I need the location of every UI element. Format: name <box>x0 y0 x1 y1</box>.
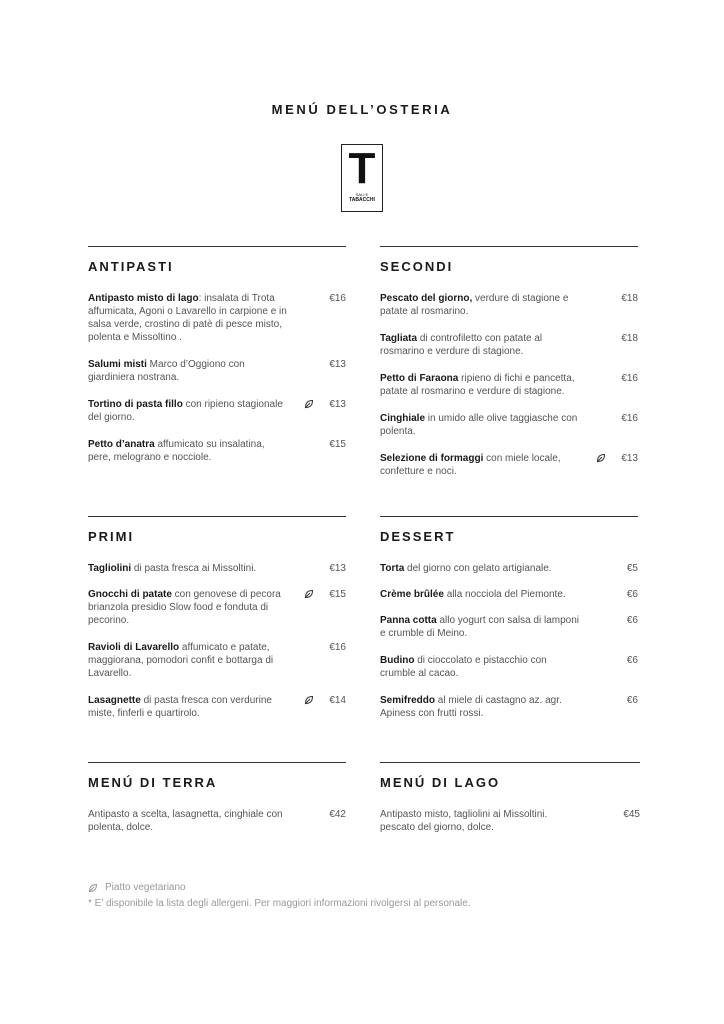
item-price: €16 <box>329 293 346 304</box>
dish-name: Tagliata <box>380 333 418 344</box>
section-title: MENÚ DI TERRA <box>88 775 218 790</box>
section-title: MENÚ DI LAGO <box>380 775 501 790</box>
allergens-note: * E’ disponibile la lista degli allergeni. Per maggiori informazioni rivolgersi al personale. <box>88 898 471 909</box>
section-title: PRIMI <box>88 529 135 544</box>
menu-item <box>88 694 346 747</box>
dish-description: con genovese di pecora brianzola presidio Slow food e fonduta di pecorino. <box>88 589 281 626</box>
menu-item <box>88 588 346 641</box>
dish-description: del giorno con gelato artigianale. <box>404 563 552 574</box>
menu-item <box>380 562 638 588</box>
dish-description: con ripieno stagionale del giorno. <box>88 399 283 423</box>
item-price: €45 <box>623 809 640 820</box>
item-text <box>380 412 580 438</box>
dish-name: Cinghiale <box>380 413 426 424</box>
section-divider <box>88 762 346 763</box>
dish-description: verdure di stagione e patate al rosmarino. <box>380 293 569 317</box>
dish-description: : insalata di Trota affumicata, Agoni o Lavarello in carpione e in salsa verde, crostino di patè di pesce misto, polenta e Missoltino . <box>88 293 287 343</box>
dish-name: Tagliolini <box>88 563 132 574</box>
dish-name: Torta <box>380 563 405 574</box>
item-price: €16 <box>621 413 638 424</box>
menu-item <box>380 694 638 734</box>
section-title: SECONDI <box>380 259 454 274</box>
item-text <box>380 562 580 575</box>
dish-description: di controfiletto con patate al rosmarino e verdure di stagione. <box>380 333 543 357</box>
dish-description: affumicato e patate, maggiorana, pomodori confit e bottarga di Lavarello. <box>88 642 274 679</box>
menu-item <box>88 562 346 588</box>
vegetarian-marker <box>596 453 606 463</box>
dish-name: Ravioli di Lavarello <box>88 642 180 653</box>
item-price: €13 <box>329 359 346 370</box>
item-price: €6 <box>626 615 638 626</box>
menu-item <box>88 398 346 438</box>
dish-name: Petto di Faraona <box>380 373 459 384</box>
menu-item <box>380 654 638 694</box>
page-title: MENÚ DELL’OSTERIA <box>271 102 453 117</box>
logo-letter: T <box>348 144 376 193</box>
leaf-icon <box>596 453 606 463</box>
item-text <box>380 588 580 601</box>
dish-name: Lasagnette <box>88 695 141 706</box>
menu-item <box>380 332 638 372</box>
leaf-icon <box>304 399 314 409</box>
vegetarian-marker <box>304 589 314 599</box>
veg-legend <box>88 880 471 896</box>
item-text <box>380 332 580 358</box>
item-text <box>88 694 288 720</box>
dish-name: Tortino di pasta fillo <box>88 399 183 410</box>
item-price: €15 <box>329 439 346 450</box>
leaf-icon <box>304 695 314 705</box>
item-text <box>380 694 580 720</box>
dish-name: Budino <box>380 655 415 666</box>
menu-item <box>380 452 638 492</box>
item-price: €5 <box>626 563 638 574</box>
dish-name: Petto d’anatra <box>88 439 155 450</box>
item-text <box>380 654 580 680</box>
leaf-icon <box>304 589 314 599</box>
item-text <box>380 808 580 834</box>
item-price: €15 <box>329 589 346 600</box>
menu-section <box>380 762 640 834</box>
logo-line1: SALI E <box>355 192 369 197</box>
section-title: DESSERT <box>380 529 456 544</box>
menu-item <box>88 808 346 834</box>
menu-item <box>380 808 640 834</box>
menu-section <box>380 246 638 492</box>
item-price: €13 <box>621 453 638 464</box>
menu-item <box>380 292 638 332</box>
section-divider <box>380 246 638 247</box>
menu-section <box>88 246 346 478</box>
menu-item <box>88 292 346 358</box>
menu-item <box>88 358 346 398</box>
leaf-icon <box>88 883 98 893</box>
item-text <box>88 358 288 384</box>
section-divider <box>88 516 346 517</box>
item-price: €6 <box>626 695 638 706</box>
item-price: €16 <box>621 373 638 384</box>
item-text <box>88 588 288 627</box>
dish-description: Antipasto misto, tagliolini ai Missoltini. pescato del giorno, dolce. <box>380 809 548 833</box>
dish-description: di cioccolato e pistacchio con crumble al cacao. <box>380 655 547 679</box>
dish-name: Salumi misti <box>88 359 147 370</box>
item-text <box>88 808 288 834</box>
dish-name: Pescato del giorno, <box>380 293 473 304</box>
item-price: €16 <box>329 642 346 653</box>
vegetarian-marker <box>304 695 314 705</box>
item-price: €42 <box>329 809 346 820</box>
dish-name: Gnocchi di patate <box>88 589 172 600</box>
menu-section <box>88 762 346 834</box>
item-text <box>88 292 288 344</box>
item-text <box>380 614 580 640</box>
vegetarian-marker <box>304 399 314 409</box>
dish-description: al miele di castagno az. agr. Apiness con frutti rossi. <box>380 695 562 719</box>
menu-item <box>380 614 638 654</box>
dish-name: Semifreddo <box>380 695 436 706</box>
dish-name: Panna cotta <box>380 615 437 626</box>
menu-item <box>88 641 346 694</box>
dish-description: Marco d’Oggiono con giardiniera nostrana. <box>88 359 245 383</box>
dish-name: Selezione di formaggi <box>380 453 484 464</box>
menu-item <box>380 372 638 412</box>
section-divider <box>380 762 640 763</box>
item-price: €6 <box>626 655 638 666</box>
dish-description: allo yogurt con salsa di lamponi e crumble di Meino. <box>380 615 579 639</box>
menu-section <box>88 516 346 747</box>
menu-item <box>380 412 638 452</box>
section-title: ANTIPASTI <box>88 259 174 274</box>
item-price: €18 <box>621 333 638 344</box>
dish-description: affumicato su insalatina, pere, melograno e nocciole. <box>88 439 265 463</box>
item-text <box>88 641 288 680</box>
dish-name: Crème brûlée <box>380 589 444 600</box>
veg-legend-label: Piatto vegetariano <box>105 882 186 893</box>
section-divider <box>380 516 638 517</box>
item-text <box>88 438 288 464</box>
dish-description: alla nocciola del Piemonte. <box>443 589 566 600</box>
menu-item <box>88 438 346 478</box>
section-divider <box>88 246 346 247</box>
dish-description: Antipasto a scelta, lasagnetta, cinghiale con polenta, dolce. <box>88 809 283 833</box>
dish-description: in umido alle olive taggiasche con polenta. <box>380 413 578 437</box>
item-price: €14 <box>329 695 346 706</box>
item-text <box>88 562 288 575</box>
item-price: €6 <box>626 589 638 600</box>
footer <box>88 880 471 912</box>
dish-description: ripieno di fichi e pancetta, patate al rosmarino e verdure di stagione. <box>380 373 575 397</box>
item-price: €13 <box>329 399 346 410</box>
menu-section <box>380 516 638 734</box>
menu-item <box>380 588 638 614</box>
dish-description: di pasta fresca con verdurine miste, finferli e quartirolo. <box>88 695 272 719</box>
item-text <box>380 372 580 398</box>
dish-description: di pasta fresca ai Missoltini. <box>131 563 257 574</box>
item-text <box>380 452 580 478</box>
item-price: €13 <box>329 563 346 574</box>
item-text <box>88 398 288 424</box>
tabacchi-logo <box>341 144 383 212</box>
dish-name: Antipasto misto di lago <box>88 293 199 304</box>
item-price: €18 <box>621 293 638 304</box>
logo-line2: TABACCHI <box>349 197 375 203</box>
item-text <box>380 292 580 318</box>
dish-description: con miele locale, confetture e noci. <box>380 453 561 477</box>
